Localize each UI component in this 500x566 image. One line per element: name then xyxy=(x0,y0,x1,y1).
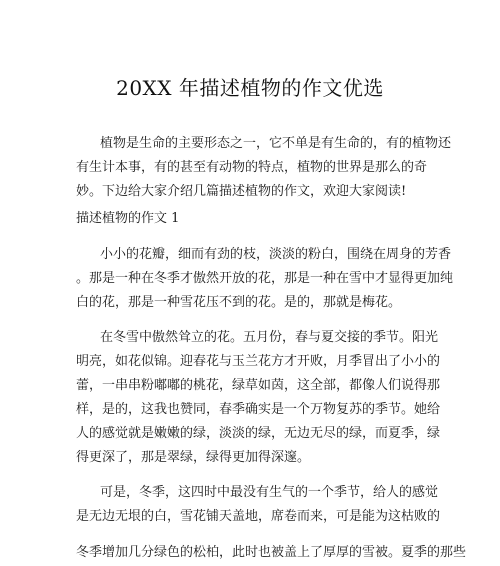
section-heading: 描述植物的作文 1 xyxy=(76,211,180,226)
paragraph-1-line-1: 小小的花瓣，细而有劲的枝，淡淡的粉白，围绕在周身的芳香 xyxy=(100,247,452,262)
paragraph-2-line-3: 蕾，一串串粉嘟嘟的桃花，绿草如茵，这全部，都像人们说得那 xyxy=(76,378,441,393)
intro-line-1: 植物是生命的主要形态之一，它不单是有生命的，有的植物还 xyxy=(100,136,452,151)
document-title: 20XX 年描述植物的作文优选 xyxy=(116,76,384,100)
paragraph-2-line-1: 在冬雪中傲然耸立的花。五月份，春与夏交接的季节。阳光 xyxy=(100,330,439,345)
intro-line-3: 妙。下边给大家介绍几篇描述植物的作文，欢迎大家阅读! xyxy=(76,184,407,199)
paragraph-2-line-2: 明亮，如花似锦。迎春花与玉兰花方才开败，月季冒出了小小的 xyxy=(76,354,441,369)
paragraph-1-line-2: 。那是一种在冬季才傲然开放的花，那是一种在雪中才显得更加纯 xyxy=(76,271,454,286)
intro-line-2: 有生计本事，有的甚至有动物的特点，植物的世界是那么的奇 xyxy=(76,160,428,175)
paragraph-3-line-1: 可是，冬季，这四时中最没有生气的一个季节，给人的感觉 xyxy=(100,485,439,500)
paragraph-2-line-6: 得更深了，那是翠绿，绿得更加得深邃。 xyxy=(76,450,311,465)
paragraph-3-line-3: 冬季增加几分绿色的松柏，此时也被盖上了厚厚的雪被。夏季的那些 xyxy=(76,545,467,560)
paragraph-3-line-2: 是无边无垠的白，雪花铺天盖地，席卷而来，可是能为这枯败的 xyxy=(76,509,441,524)
paragraph-2-line-4: 样，是的，这我也赞同，春季确实是一个万物复苏的季节。她给 xyxy=(76,402,441,417)
paragraph-1-line-3: 白的花，那是一种雪花压不到的花。是的，那就是梅花。 xyxy=(76,295,402,310)
paragraph-2-line-5: 人的感觉就是嫩嫩的绿，淡淡的绿，无边无尽的绿，而夏季，绿 xyxy=(76,426,441,441)
